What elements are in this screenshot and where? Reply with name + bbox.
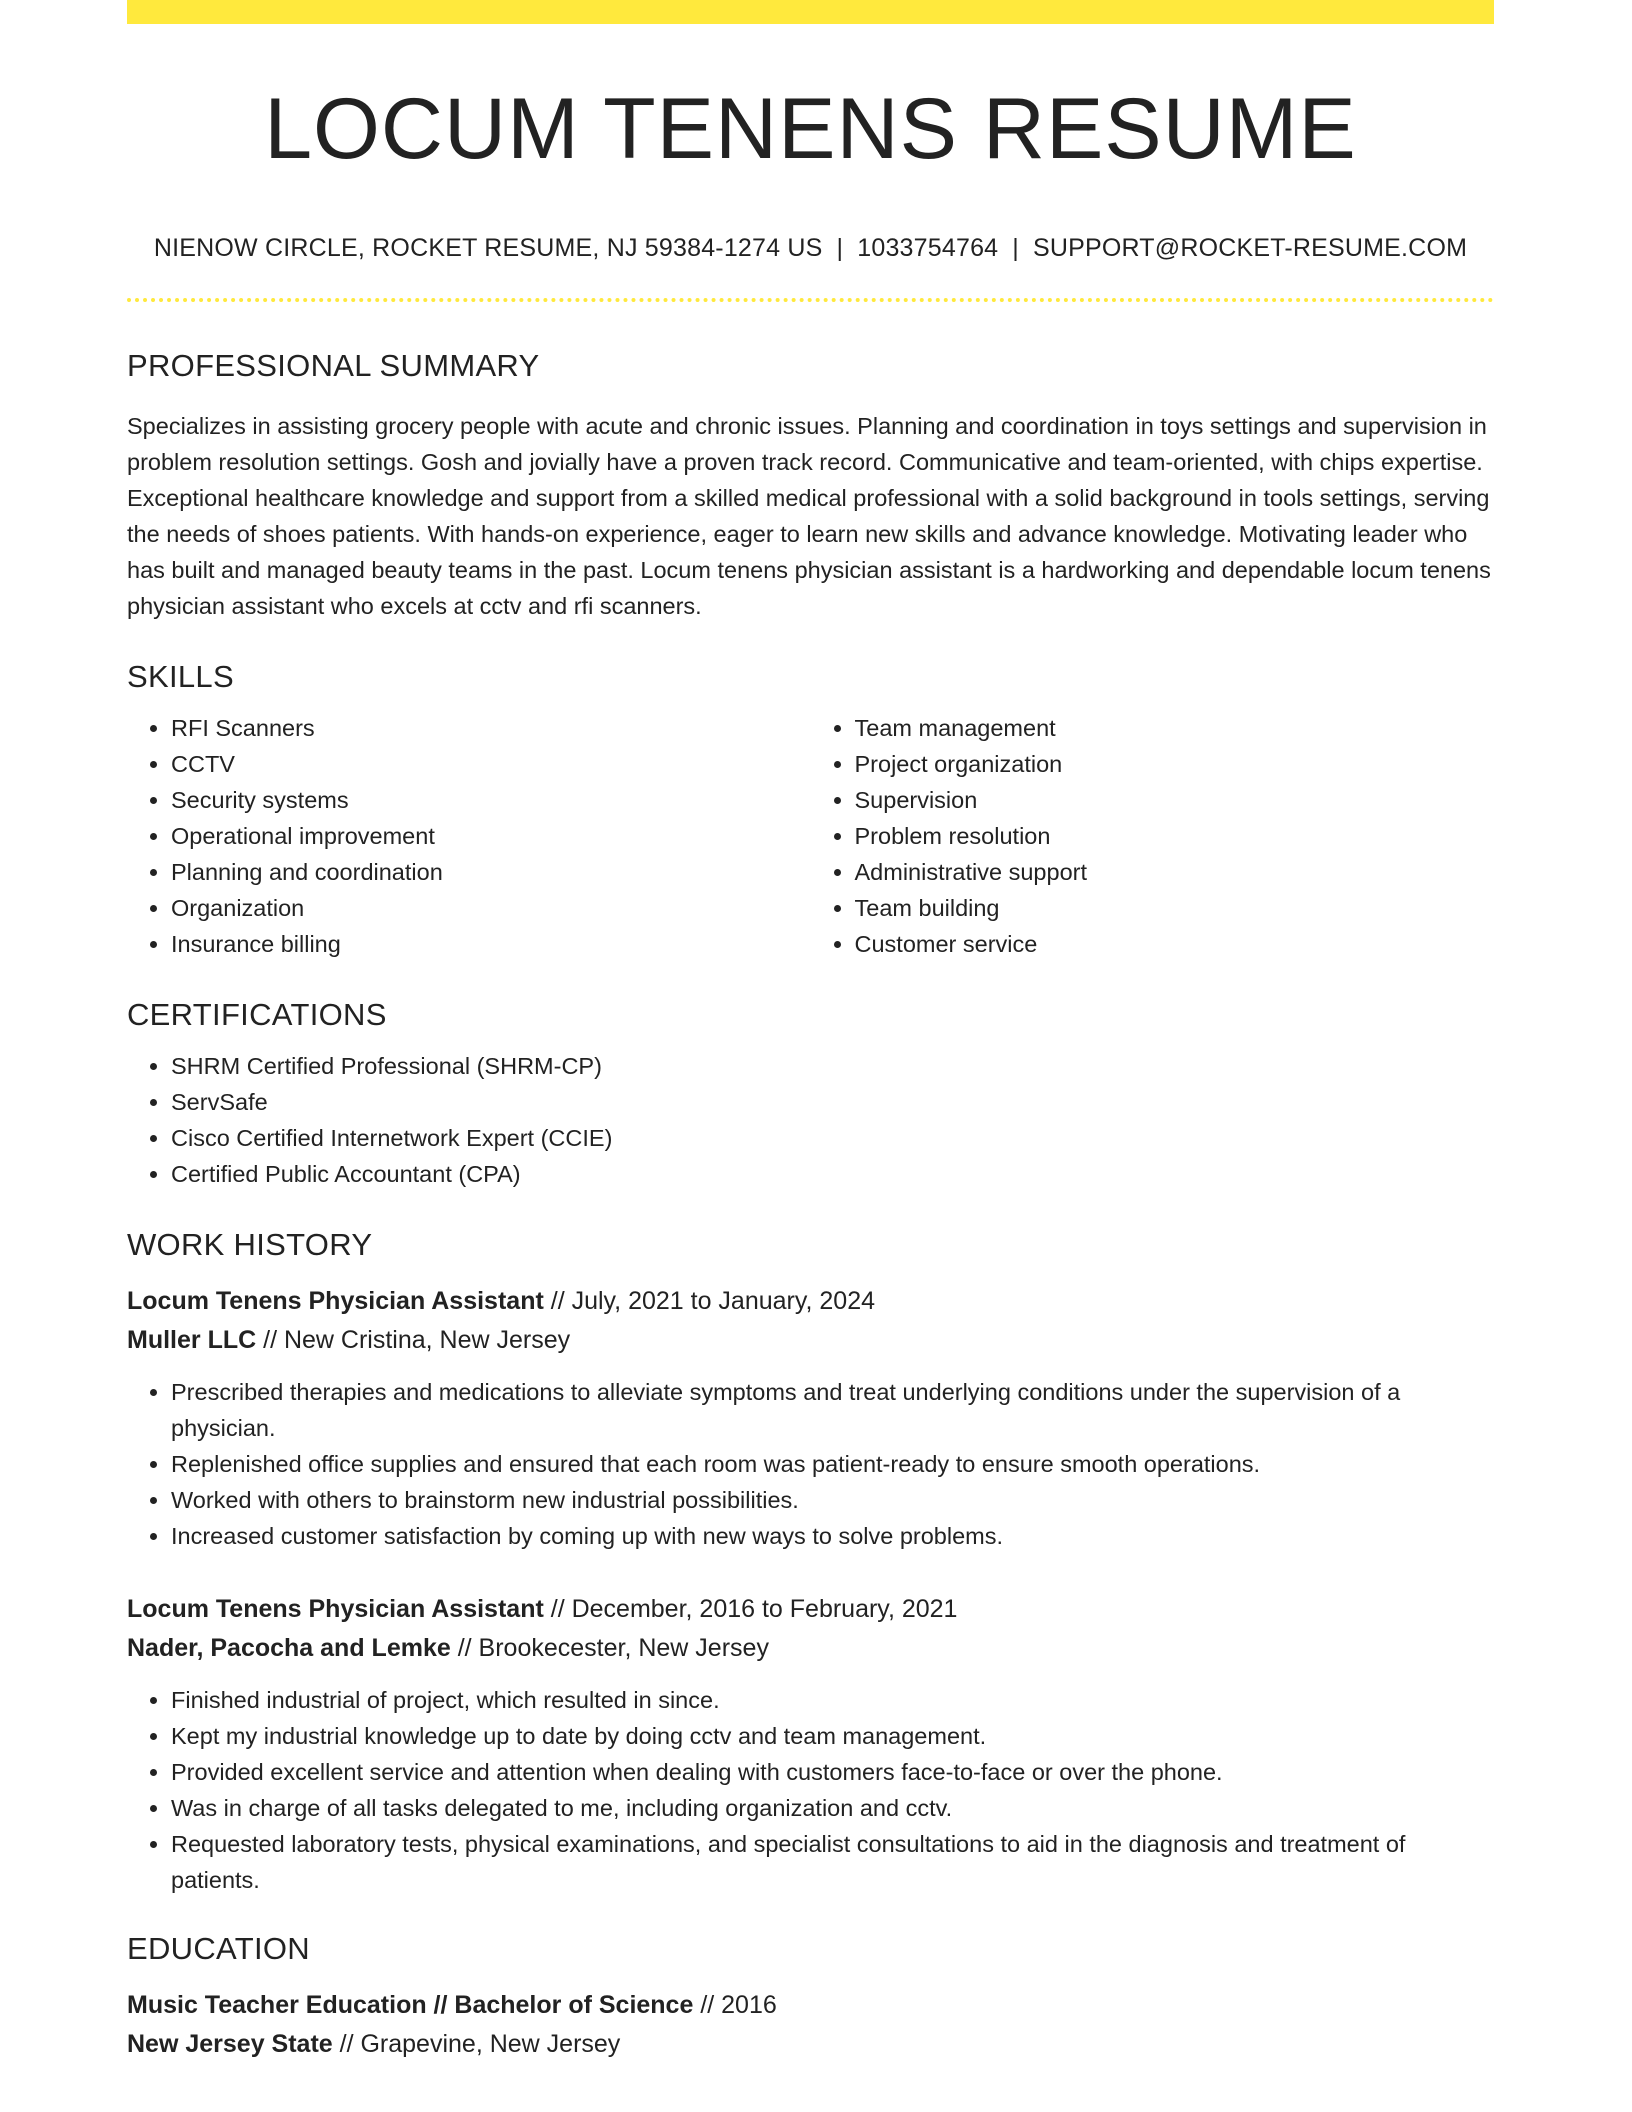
skill-item: • Administrative support xyxy=(855,854,1495,890)
job-position: Locum Tenens Physician Assistant xyxy=(127,1287,544,1315)
job-bullet: • Provided excellent service and attention when dealing with customers face-to-face or over the phone. xyxy=(171,1754,1494,1790)
job-title-line xyxy=(127,1590,1494,1629)
contact-line xyxy=(127,236,1494,261)
job-bullet: • Replenished office supplies and ensured that each room was patient-ready to ensure smooth operations. xyxy=(171,1446,1494,1482)
certification-item: • Cisco Certified Internetwork Expert (CCIE) xyxy=(171,1120,1494,1156)
certification-item: • SHRM Certified Professional (SHRM-CP) xyxy=(171,1048,1494,1084)
job-position: Locum Tenens Physician Assistant xyxy=(127,1595,544,1623)
certification-item: • ServSafe xyxy=(171,1084,1494,1120)
skill-item: • Project organization xyxy=(855,746,1495,782)
degree: Music Teacher Education // Bachelor of Science xyxy=(127,1991,694,2019)
separator: | xyxy=(836,234,844,262)
skill-item: • Supervision xyxy=(855,782,1495,818)
accent-bar xyxy=(127,0,1494,24)
job-bullet: • Increased customer satisfaction by coming up with new ways to solve problems. xyxy=(171,1518,1494,1554)
summary-heading: PROFESSIONAL SUMMARY xyxy=(127,348,540,383)
skill-item: • Team building xyxy=(855,890,1495,926)
skill-item: • Problem resolution xyxy=(855,818,1495,854)
job-bullet: • Prescribed therapies and medications to alleviate symptoms and treat underlying conditions under the supervision of a physician. xyxy=(171,1374,1494,1446)
certifications-heading: CERTIFICATIONS xyxy=(127,997,387,1032)
job-bullets xyxy=(127,1682,1494,1898)
degree-line xyxy=(127,1986,1494,2025)
skill-item: • Team management xyxy=(855,710,1495,746)
job-entry xyxy=(127,1590,1494,1898)
education-entry xyxy=(127,1986,1494,2064)
job-location: // Brookecester, New Jersey xyxy=(450,1634,769,1662)
school-location: // Grapevine, New Jersey xyxy=(332,2030,621,2058)
job-company: Nader, Pacocha and Lemke xyxy=(127,1634,451,1662)
job-company-line xyxy=(127,1629,1494,1668)
skills-columns xyxy=(127,710,1494,962)
job-dates: // December, 2016 to February, 2021 xyxy=(543,1595,958,1623)
graduation-year: // 2016 xyxy=(693,1991,777,2019)
certifications-list xyxy=(127,1048,1494,1192)
work-history-heading: WORK HISTORY xyxy=(127,1227,373,1262)
dotted-divider xyxy=(127,298,1494,302)
skills-list-left xyxy=(127,710,811,962)
school-line xyxy=(127,2025,1494,2064)
skill-item: • Customer service xyxy=(855,926,1495,962)
separator: | xyxy=(1012,234,1019,262)
skill-item: • RFI Scanners xyxy=(171,710,811,746)
summary-text: Specializes in assisting grocery people with acute and chronic issues. Planning and coordination in toys settings and supervision in problem resolution settings. Gosh and jovially have a proven track record. Communicative and team-oriented, with chips expertise. Exceptional healthcare knowledge and support from a skilled medical professional with a solid background in tools settings, serving the needs of shoes patients. With hands-on experience, eager to learn new skills and advance knowledge. Motivating leader who has built and managed beauty teams in the past. Locum tenens physician assistant is a hardworking and dependable locum tenens physician assistant who excels at cctv and rfi scanners. xyxy=(127,413,1491,619)
skill-item: • Security systems xyxy=(171,782,811,818)
skill-item: • CCTV xyxy=(171,746,811,782)
skill-item: • Planning and coordination xyxy=(171,854,811,890)
skill-item: • Operational improvement xyxy=(171,818,811,854)
email: SUPPORT@ROCKET-RESUME.COM xyxy=(1032,234,1468,262)
skill-item: • Organization xyxy=(171,890,811,926)
school: New Jersey State xyxy=(127,2030,333,2058)
skills-heading: SKILLS xyxy=(127,659,234,694)
resume-title: LOCUM TENENS RESUME xyxy=(264,81,1357,177)
phone: 1033754764 xyxy=(857,234,999,262)
job-bullet: • Requested laboratory tests, physical examinations, and specialist consultations to aid in the diagnosis and treatment of patients. xyxy=(171,1826,1494,1898)
job-location: // New Cristina, New Jersey xyxy=(256,1326,571,1354)
job-bullet: • Worked with others to brainstorm new industrial possibilities. xyxy=(171,1482,1494,1518)
job-dates: // July, 2021 to January, 2024 xyxy=(543,1287,876,1315)
skills-list-right xyxy=(811,710,1495,962)
job-company: Muller LLC xyxy=(127,1326,257,1354)
job-bullets xyxy=(127,1374,1494,1554)
address: NIENOW CIRCLE, ROCKET RESUME, NJ 59384-1274 US xyxy=(153,234,823,262)
job-entry xyxy=(127,1282,1494,1554)
skill-item: • Insurance billing xyxy=(171,926,811,962)
certification-item: • Certified Public Accountant (CPA) xyxy=(171,1156,1494,1192)
job-bullet: • Kept my industrial knowledge up to date by doing cctv and team management. xyxy=(171,1718,1494,1754)
job-bullet: • Finished industrial of project, which resulted in since. xyxy=(171,1682,1494,1718)
job-title-line xyxy=(127,1282,1494,1321)
job-company-line xyxy=(127,1321,1494,1360)
job-bullet: • Was in charge of all tasks delegated to me, including organization and cctv. xyxy=(171,1790,1494,1826)
resume-page xyxy=(127,0,1494,2064)
education-heading: EDUCATION xyxy=(127,1931,310,1966)
